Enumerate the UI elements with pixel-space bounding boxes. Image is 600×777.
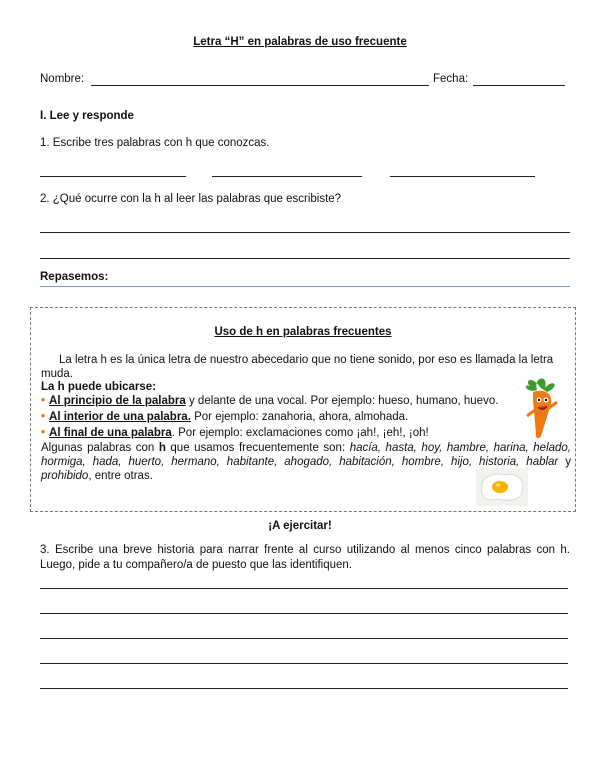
bullet-strong: Al interior de una palabra. bbox=[49, 411, 191, 423]
name-field[interactable] bbox=[91, 85, 429, 86]
review-label: Repasemos: bbox=[40, 271, 109, 283]
bullet-icon: • bbox=[41, 411, 46, 423]
section-heading: I. Lee y responde bbox=[40, 110, 134, 122]
text: Algunas palabras con bbox=[41, 442, 159, 454]
bullet-icon: • bbox=[41, 427, 46, 439]
box-intro: La letra h es la única letra de nuestro abecedario que no tiene sonido, por eso es llamada la letra muda. bbox=[41, 354, 554, 380]
text: y bbox=[558, 456, 571, 468]
bullet-text: y delante de una vocal. Por ejemplo: hueso, humano, huevo. bbox=[185, 395, 499, 407]
bullet-item bbox=[41, 394, 571, 408]
box-subtitle: La h puede ubicarse: bbox=[41, 381, 157, 393]
answer-line[interactable] bbox=[40, 613, 568, 614]
text: hacía, hasta, hoy, hambre, harina, helado, hormiga, hada, huerto, hermano, habitante, ahogado, habitación, hombre, hijo, historia, hablar bbox=[41, 442, 572, 468]
info-box bbox=[30, 307, 576, 512]
text: que usamos frecuentemente son: bbox=[165, 442, 350, 454]
carrot-icon bbox=[519, 370, 563, 442]
bullet-strong: Al final de una palabra bbox=[49, 427, 172, 439]
answer-line[interactable] bbox=[390, 176, 535, 177]
fried-egg-icon bbox=[476, 468, 528, 506]
answer-line[interactable] bbox=[40, 176, 186, 177]
box-title: Uso de h en palabras frecuentes bbox=[214, 326, 392, 338]
answer-line[interactable] bbox=[40, 588, 568, 589]
page-title: Letra “H” en palabras de uso frecuente bbox=[193, 36, 407, 48]
answer-line[interactable] bbox=[212, 176, 362, 177]
bullet-strong: Al principio de la palabra bbox=[49, 395, 186, 407]
text: , entre otras. bbox=[88, 470, 153, 482]
date-label: Fecha: bbox=[433, 73, 469, 85]
bullet-item bbox=[41, 426, 571, 440]
text: prohibido bbox=[41, 470, 89, 482]
bullet-text: Por ejemplo: zanahoria, ahora, almohada. bbox=[190, 411, 409, 423]
divider bbox=[40, 286, 570, 287]
text: h bbox=[158, 442, 166, 454]
answer-line[interactable] bbox=[40, 258, 570, 259]
bullet-item bbox=[41, 410, 571, 424]
question-2: 2. ¿Qué ocurre con la h al leer las palabras que escribiste? bbox=[40, 193, 342, 205]
date-field[interactable] bbox=[473, 85, 565, 86]
question-3: 3. Escribe una breve historia para narrar frente al curso utilizando al menos cinco palabras con h. Luego, pide a tu compañero/a de puesto que las identifiquen. bbox=[40, 544, 570, 571]
name-label: Nombre: bbox=[40, 73, 85, 85]
answer-line[interactable] bbox=[40, 663, 568, 664]
question-1: 1. Escribe tres palabras con h que conozcas. bbox=[40, 137, 270, 149]
answer-line[interactable] bbox=[40, 638, 568, 639]
bullet-text: . Por ejemplo: exclamaciones como ¡ah!, ¡eh!, ¡oh! bbox=[171, 427, 429, 439]
answer-line[interactable] bbox=[40, 232, 570, 233]
exercise-title: ¡A ejercitar! bbox=[268, 520, 332, 532]
answer-line[interactable] bbox=[40, 688, 568, 689]
bullet-icon: • bbox=[41, 395, 46, 407]
